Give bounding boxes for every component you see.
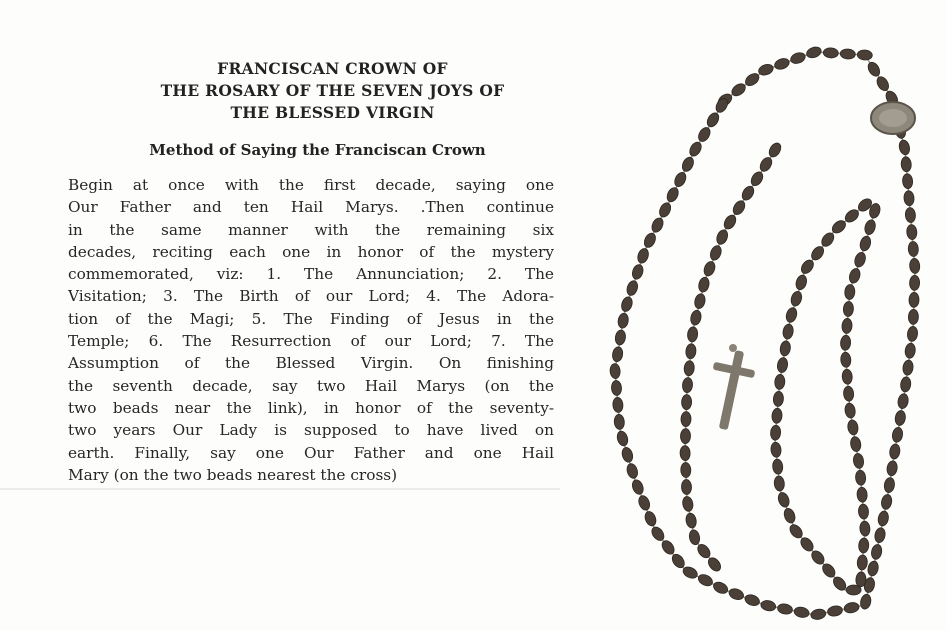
rosary-bead (680, 445, 691, 460)
rosary-bead (689, 309, 702, 326)
paragraph-line: commemorated, viz: 1. The Annunciation; 2. The (68, 265, 554, 284)
rosary-bead (611, 380, 622, 396)
rosary-bead (858, 504, 869, 520)
rosary-bead (767, 141, 783, 159)
rosary-bead (894, 410, 906, 426)
rosary-bead (840, 335, 851, 351)
rosary-bead (743, 593, 761, 608)
rosary-bead (867, 560, 880, 577)
rosary-bead (883, 477, 895, 493)
rosary-bead (875, 75, 891, 93)
rosary-bead (687, 326, 698, 342)
rosary-bead (712, 580, 730, 596)
paragraph-line: Assumption of the Blessed Virgin. On finishing (68, 354, 554, 373)
rosary-bead (843, 386, 854, 402)
rosary-bead (799, 258, 816, 276)
rosary-bead (758, 155, 774, 173)
rosary-bead (685, 512, 698, 529)
rosary-bead (777, 603, 794, 616)
rosary-bead (728, 587, 746, 602)
rosary-bead (908, 309, 918, 324)
rosary-bead (776, 491, 791, 509)
rosary-bead (874, 527, 887, 544)
rosary-bead (852, 453, 864, 469)
paragraph-line: the seventh decade, say two Hail Marys (on the (68, 376, 554, 395)
rosary-bead (620, 296, 634, 313)
rosary-bead (650, 216, 666, 234)
rosary-bead (903, 190, 914, 206)
paragraph-line: Visitation; 3. The Birth of our Lord; 4. The Adora- (68, 287, 554, 306)
document-title (60, 58, 565, 124)
rosary-bead (901, 156, 912, 172)
rosary-bead (843, 301, 854, 317)
rosary-bead (770, 425, 781, 441)
rosary-bead (859, 593, 872, 610)
rosary-bead (715, 228, 730, 246)
rosary-bead (809, 244, 826, 262)
rosary-bead (844, 284, 855, 300)
rosary-photo (575, 30, 947, 630)
rosary-bead (705, 111, 721, 129)
rosary-bead (857, 555, 868, 571)
rosary-bead (843, 601, 860, 614)
paragraph-line: tion of the Magi; 5. The Finding of Jesus in the (68, 309, 554, 328)
paragraph-line: Mary (on the two beads nearest the cross) (68, 465, 398, 484)
rosary-bead (706, 555, 723, 573)
rosary-bead (907, 326, 919, 342)
rosary-bead (850, 436, 862, 452)
rosary-bead (681, 479, 692, 494)
rosary-chain-segment (685, 150, 775, 565)
rosary-bead (616, 430, 630, 447)
rosary-bead (863, 219, 877, 236)
rosary-bead (617, 312, 629, 328)
rosary-bead (681, 411, 691, 426)
rosary-bead (853, 251, 867, 268)
rosary-bead (614, 329, 626, 345)
rosary-bead (856, 487, 867, 503)
section-heading: Method of Saying the Franciscan Crown (149, 141, 486, 159)
rosary-bead (625, 462, 639, 479)
rosary-bead (631, 263, 645, 280)
paragraph-line: two years Our Lady is supposed to have lived on (68, 421, 554, 440)
rosary-bead (782, 323, 794, 339)
rosary-bead (858, 538, 869, 554)
paragraph-line: in the same manner with the remaining six (68, 220, 554, 239)
rosary-bead (682, 377, 693, 393)
paragraph-line: two beads near the link), in honor of the seventy- (68, 398, 554, 417)
rosary-bead (779, 340, 791, 356)
rosary-bead (859, 521, 870, 537)
rosary-bead (909, 292, 919, 307)
rosary-bead (819, 231, 836, 249)
rosary-bead (908, 241, 919, 257)
rosary-bead (683, 360, 694, 376)
rosary-bead (643, 510, 658, 528)
rosary-beads (609, 45, 920, 621)
rosary-bead (880, 494, 893, 511)
rosary-bead (900, 376, 912, 392)
rosary-bead (771, 408, 782, 424)
rosary-bead (680, 428, 690, 443)
rosary-bead (740, 184, 756, 202)
rosary-bead (672, 171, 688, 189)
rosary-bead (687, 140, 703, 158)
rosary-bead (789, 290, 803, 307)
rosary-bead (859, 235, 873, 252)
rosary-bead (614, 414, 625, 430)
rosary-bead (731, 199, 747, 217)
rosary-bead (840, 352, 851, 368)
rosary-bead (630, 478, 645, 496)
rosary-bead (649, 525, 666, 543)
rosary-bead (681, 565, 699, 581)
scan-edge-line (0, 488, 560, 490)
rosary-bead (620, 446, 634, 463)
rosary-bead (743, 71, 761, 88)
rosary-bead (891, 427, 903, 443)
rosary-bead (702, 260, 717, 278)
rosary-bead (708, 244, 723, 262)
rosary-bead (772, 459, 783, 475)
paragraph-line: earth. Finally, say one Our Father and one Hail (68, 443, 554, 462)
rosary-bead (793, 606, 810, 619)
rosary-bead (855, 470, 866, 486)
rosary-bead (841, 318, 852, 334)
rosary-bead (609, 363, 620, 379)
rosary-bead (660, 538, 677, 556)
rosary-bead (905, 207, 916, 223)
rosary-bead (681, 462, 692, 477)
rosary-bead (670, 552, 687, 570)
rosary-bead (902, 173, 913, 189)
rosary-bead (685, 343, 696, 359)
rosary-bead (844, 402, 856, 418)
rosary-bead (681, 394, 691, 409)
rosary-bead (722, 213, 738, 231)
rosary-bead (681, 496, 694, 513)
rosary-bead (870, 544, 883, 561)
rosary-bead (730, 81, 748, 98)
rosary-bead (680, 155, 696, 173)
rosary-bead (636, 247, 650, 264)
rosary-bead (693, 293, 706, 310)
title-line: THE ROSARY OF THE SEVEN JOYS OF (160, 81, 505, 100)
rosary-bead (902, 360, 914, 376)
rosary-bead (904, 343, 916, 359)
rosary-bead (688, 529, 701, 546)
rosary-bead (823, 47, 839, 58)
rosary-bead (889, 443, 901, 459)
rosary-bead (794, 274, 808, 291)
rosary-bead (665, 186, 681, 204)
rosary-bead (810, 608, 827, 621)
rosary-bead (805, 45, 823, 59)
paragraph-line: Begin at once with the first decade, saying one (68, 176, 554, 194)
rosary-bead (877, 510, 890, 527)
rosary-bead (776, 357, 788, 373)
title-line: FRANCISCAN CROWN OF (217, 59, 448, 78)
rosary-bead (909, 275, 919, 290)
rosary-bead (696, 572, 714, 588)
rosary-bead (625, 279, 639, 296)
rosary-bead (697, 276, 710, 293)
rosary-bead (637, 494, 652, 512)
rosary-bead (770, 442, 781, 458)
paragraph-line: decades, reciting each one in honor of the mystery (68, 242, 554, 261)
crucifix-icon (713, 344, 756, 430)
rosary-bead (611, 346, 623, 362)
rosary-bead (760, 599, 777, 612)
paragraph-line: Our Father and ten Hail Marys. .Then continue (68, 198, 554, 217)
rosary-bead (840, 49, 856, 60)
rosary-bead (886, 460, 898, 476)
rosary-bead (857, 50, 873, 61)
rosary-bead (785, 306, 799, 323)
rosary-bead (789, 51, 807, 65)
rosary-bead (612, 397, 623, 413)
rosary-bead (906, 224, 917, 240)
rosary-bead (774, 476, 785, 492)
rosary-bead (642, 231, 658, 249)
rosary-bead (898, 139, 911, 156)
prayer-text-block (60, 58, 565, 486)
rosary-bead (773, 57, 791, 71)
rosary-bead (774, 374, 785, 390)
rosary-bead (827, 605, 844, 618)
rosary-bead (847, 419, 859, 435)
rosary-bead (842, 369, 853, 385)
rosary-bead (749, 170, 765, 188)
medal-icon (871, 102, 915, 134)
rosary-bead (909, 258, 920, 274)
rosary-bead (782, 507, 797, 525)
title-line: THE BLESSED VIRGIN (230, 103, 435, 122)
rosary-bead (696, 125, 712, 143)
instructions-paragraph (68, 174, 554, 486)
paragraph-line: Temple; 6. The Resurrection of our Lord; 7. The (68, 332, 554, 351)
rosary-bead (866, 60, 882, 78)
rosary-bead (695, 542, 712, 560)
rosary-bead (657, 201, 673, 219)
rosary-bead (848, 267, 862, 284)
rosary-bead (897, 393, 909, 409)
rosary-bead (773, 391, 784, 407)
